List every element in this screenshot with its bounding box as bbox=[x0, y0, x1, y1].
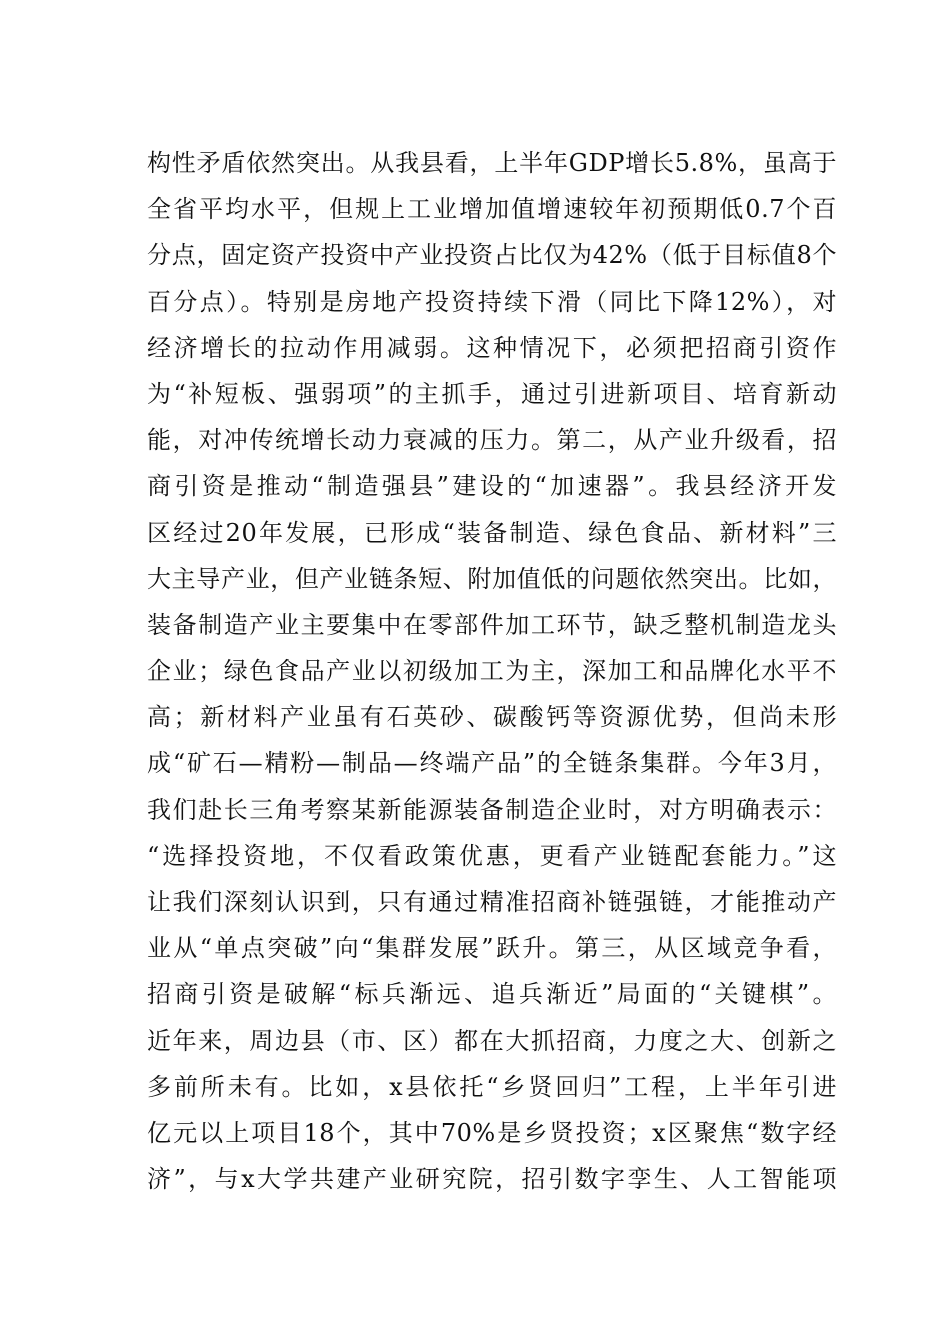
text-line: 为“补短板、强弱项”的主抓手，通过引进新项目、培育新动 bbox=[147, 379, 837, 408]
body-text bbox=[147, 140, 837, 1202]
text-line: 经济增长的拉动作用减弱。这种情况下，必须把招商引资作 bbox=[147, 333, 837, 362]
text-line: 百分点）。特别是房地产投资持续下滑（同比下降12%），对 bbox=[147, 287, 837, 316]
text-line: 商引资是推动“制造强县”建设的“加速器”。我县经济开发 bbox=[147, 472, 837, 501]
text-line: 全省平均水平，但规上工业增加值增速较年初预期低0.7个百 bbox=[147, 195, 837, 224]
text-line: 业从“单点突破”向“集群发展”跃升。第三，从区域竞争看， bbox=[147, 934, 837, 963]
text-line: 大主导产业，但产业链条短、附加值低的问题依然突出。比如， bbox=[147, 564, 837, 593]
text-line: 能，对冲传统增长动力衰减的压力。第二，从产业升级看，招 bbox=[147, 426, 837, 455]
text-line: 济”，与x大学共建产业研究院，招引数字孪生、人工智能项 bbox=[147, 1165, 837, 1194]
text-line: “选择投资地，不仅看政策优惠，更看产业链配套能力。”这 bbox=[147, 841, 837, 870]
text-line: 多前所未有。比如，x县依托“乡贤回归”工程，上半年引进 bbox=[147, 1072, 837, 1101]
text-line: 装备制造产业主要集中在零部件加工环节，缺乏整机制造龙头 bbox=[147, 610, 837, 639]
text-line: 分点，固定资产投资中产业投资占比仅为42%（低于目标值8个 bbox=[147, 241, 837, 270]
text-line: 亿元以上项目18个，其中70%是乡贤投资；x区聚焦“数字经 bbox=[147, 1118, 837, 1147]
text-line: 近年来，周边县（市、区）都在大抓招商，力度之大、创新之 bbox=[147, 1026, 837, 1055]
text-line: 企业；绿色食品产业以初级加工为主，深加工和品牌化水平不 bbox=[147, 657, 837, 686]
text-line: 让我们深刻认识到，只有通过精准招商补链强链，才能推动产 bbox=[147, 888, 837, 916]
text-line: 构性矛盾依然突出。从我县看，上半年GDP增长5.8%，虽高于 bbox=[147, 149, 837, 177]
text-line: 区经过20年发展，已形成“装备制造、绿色食品、新材料”三 bbox=[147, 518, 837, 547]
text-line: 成“矿石—精粉—制品—终端产品”的全链条集群。今年3月， bbox=[147, 749, 837, 778]
text-line: 高；新材料产业虽有石英砂、碳酸钙等资源优势，但尚未形 bbox=[147, 703, 837, 732]
text-line: 我们赴长三角考察某新能源装备制造企业时，对方明确表示： bbox=[147, 795, 837, 824]
text-line: 招商引资是破解“标兵渐远、追兵渐近”局面的“关键棋”。 bbox=[147, 980, 837, 1009]
